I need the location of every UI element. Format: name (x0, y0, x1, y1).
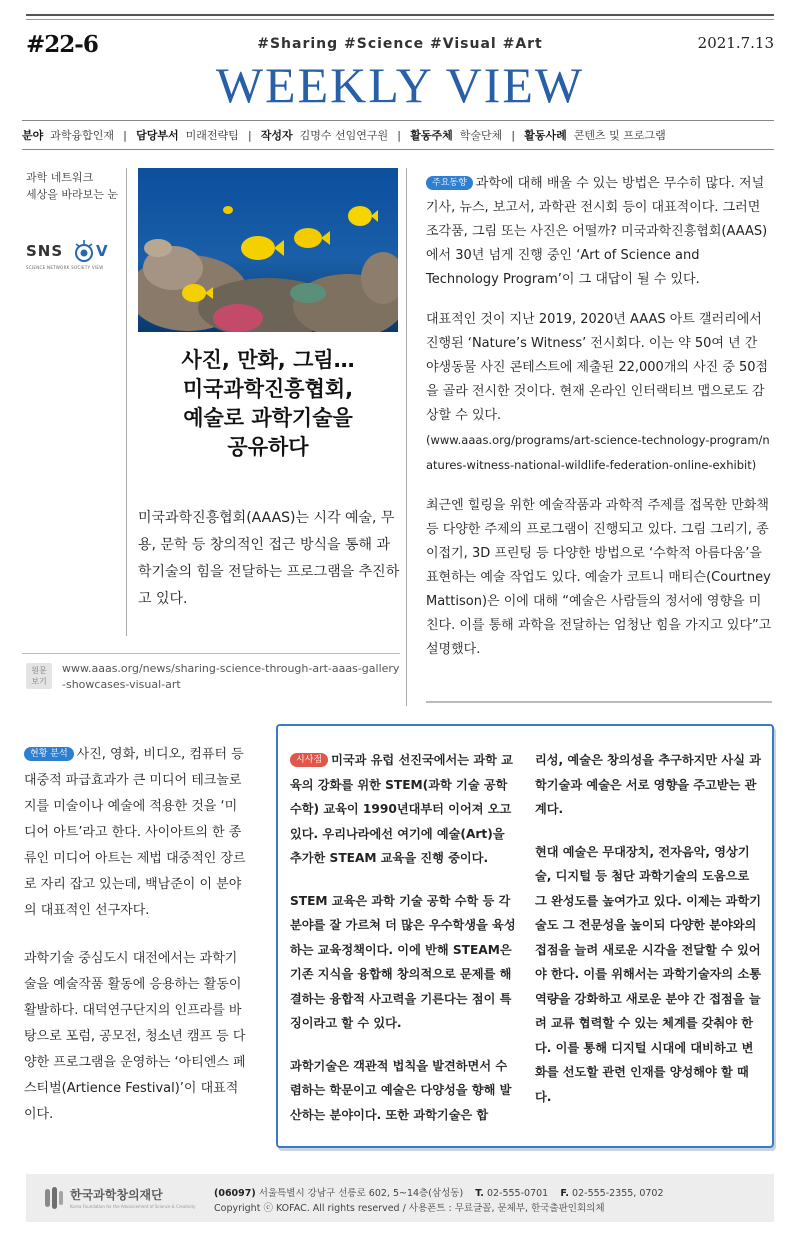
trends-column (426, 172, 772, 678)
meta-value-actor: 학술단체 (459, 129, 503, 142)
headline-line-2: 미국과학진흥협회, (182, 377, 354, 401)
article-headline (138, 346, 398, 462)
footer-fax: 02-555-2355, 0702 (572, 1188, 664, 1199)
headline-line-1: 사진, 만화, 그림… (181, 348, 355, 372)
analysis-paragraph-2: 과학기술 중심도시 대전에서는 과학기술을 예술작품 활동에 응용하는 활동이 활발하다. 대덕연구단지의 인프라를 바탕으로 포럼, 공모전, 청소년 캠프 등 다양한 프로그램을 운영하는 ‘아티엔스 페스티벌(Artience Festival)’이 대표적이다. (24, 951, 246, 1122)
column-divider-left (126, 168, 127, 636)
footer-org-name: 한국과학창의재단 (70, 1188, 163, 1202)
meta-separator: | (123, 128, 128, 142)
meta-label-author: 작성자 (260, 129, 293, 142)
top-rule (26, 14, 774, 16)
meta-value-field: 과학융합인재 (50, 129, 115, 142)
meta-rule-top (22, 120, 774, 121)
top-rule-thin (26, 19, 774, 20)
analysis-badge: 현황 분석 (24, 747, 74, 761)
meta-label-case: 활동사례 (524, 129, 567, 142)
tagline-line-2: 세상을 바라보는 눈 (26, 188, 119, 201)
column-divider-middle (406, 168, 407, 706)
meta-value-author: 김명수 선임연구원 (299, 129, 389, 142)
article-lead: 미국과학진흥협회(AAAS)는 시각 예술, 무용, 문학 등 창의적인 접근 방식을 통해 과학기술의 힘을 전달하는 프로그램을 추진하고 있다. (138, 510, 400, 607)
source-rule (22, 653, 400, 654)
source-badge-line-2: 보기 (31, 677, 47, 686)
trends-text-1: 과학에 대해 배울 수 있는 방법은 무수히 많다. 저널 기사, 뉴스, 보고서, 과학관 전시회 등이 대표적이다. 그러면 조각품, 그림 또는 사진은 어떨까? 미국과학진흥협회(AAAS)에서 30년 넘게 진행 중인 ‘Art of Science and Technology Program’이 그 대답이 될 수 있다. (426, 176, 768, 287)
implication-column-2 (535, 748, 761, 1127)
meta-label-dept: 담당부서 (136, 129, 179, 142)
source-link[interactable]: www.aaas.org/news/sharing-science-through-art-aaas-gallery-showcases-visual-art (62, 662, 400, 691)
sns-view-logo (26, 236, 116, 276)
coral-reef-photo (138, 168, 398, 332)
source-badge-line-1: 원문 (31, 666, 47, 675)
analysis-text-1: 사진, 영화, 비디오, 컴퓨터 등 대중적 파급효과가 큰 미디어 테크놀로지를 미술이나 예술에 적용한 것을 ‘미디어 아트’라고 한다. 사이아트의 한 종류인 미디어 아트는 제법 대중적인 장르로 자리 잡고 있는데, 백남준이 이 분야의 대표적인 선구자다. (24, 747, 246, 918)
masthead-title: WEEKLY VIEW (215, 57, 585, 113)
coral-reef-illustration (138, 168, 398, 332)
trends-paragraph-1 (426, 172, 772, 292)
issue-date: 2021.7.13 (697, 34, 774, 52)
analysis-column (24, 742, 246, 1150)
implication-paragraph-2: STEM 교육은 과학 기술 공학 수학 등 각 분야를 잘 가르쳐 더 많은 우수학생을 육성하는 교육정책이다. 이에 반해 STEAM은 기존 지식을 융합해 창의적으로 문제를 해결하는 융합적 사고력을 기른다는 점이 특징이라고 할 수 있다. (290, 893, 516, 1030)
tagline-line-1: 과학 네트워크 (26, 171, 94, 184)
meta-separator: | (511, 128, 516, 142)
implication-badge: 시사점 (290, 753, 328, 767)
meta-rule-bottom (22, 149, 774, 150)
trends-badge: 주요동향 (426, 176, 473, 190)
eye-icon (72, 238, 96, 264)
implication-text-1: 미국과 유럽 선진국에서는 과학 교육의 강화를 위한 STEM(과학 기술 공학 수학) 교육이 1990년대부터 이어져 오고 있다. 우리나라에선 여기에 예술(Art)을 추가한 STEAM 교육을 진행 중이다. (290, 753, 513, 865)
implication-paragraph-5: 현대 예술은 무대장치, 전자음악, 영상기술, 디지털 등 첨단 과학기술의 도움으로 그 완성도를 높여가고 있다. 이제는 과학기술도 그 전문성을 높이되 다양한 분야와의 접점을 늘려 새로운 시각을 전달할 수 있어야 한다. 이를 위해서는 과학기술자의 소통 역량을 강화하고 새로운 분야 간 접점을 늘려 교류 협력할 수 있는 체계를 갖춰야 한다. 이를 통해 디지털 시대에 대비하고 변화를 선도할 관련 인재를 양성해야 할 때다. (535, 844, 761, 1104)
kofac-logo-icon (44, 1187, 64, 1209)
analysis-paragraph-1 (24, 742, 246, 924)
meta-separator: | (397, 128, 402, 142)
hashtags: #Sharing #Science #Visual #Art (257, 36, 543, 52)
footer-contact (214, 1186, 664, 1216)
footer-address: 서울특별시 강남구 선릉로 602, 5~14층(삼성동) (258, 1188, 464, 1199)
footer-tel-label: T. (475, 1188, 484, 1199)
implication-paragraph-1 (290, 748, 516, 871)
meta-label-field: 분야 (22, 129, 44, 142)
implication-paragraph-4: 리성, 예술은 창의성을 추구하지만 사실 과학기술과 예술은 서로 영향을 주고받는 관계다. (535, 753, 761, 816)
footer (26, 1174, 774, 1222)
sidebar-tagline (26, 169, 130, 203)
implication-column-1 (290, 748, 516, 1145)
exhibit-link[interactable]: (www.aaas.org/programs/art-science-technology-program/natures-witness-national-wildlife-federation-online-exhibit) (426, 433, 770, 472)
footer-copyright: Copyright ⓒ KOFAC. All rights reserved / 사용폰트 : 무료글꼴, 문체부, 한국출판인회의체 (214, 1203, 605, 1214)
sns-logo-v: V (96, 242, 108, 260)
footer-tel: 02-555-0701 (486, 1188, 549, 1199)
trends-paragraph-3: 최근엔 힐링을 위한 예술작품과 과학적 주제를 접목한 만화책 등 다양한 주제의 프로그램이 진행되고 있다. 그림 그리기, 종이접기, 3D 프린팅 등 다양한 방법으로 ‘수학적 아름다움’을 표현하는 예술 작업도 있다. 예술가 코트니 매티슨(Courtney Mattison)은 이에 대해 “예술은 사람들의 정서에 영향을 미친다. 이를 통해 과학을 전달하는 엄청난 힘을 가지고 있다”고 설명했다. (426, 498, 772, 657)
footer-zip: (06097) (214, 1188, 256, 1199)
headline-line-3: 예술로 과학기술을 (183, 406, 353, 430)
meta-label-actor: 활동주체 (410, 129, 453, 142)
sns-logo-subtitle: SCIENCE NETWORK SOCIETY VIEW (26, 265, 104, 270)
issue-number: #22-6 (26, 31, 98, 58)
trends-paragraph-2 (426, 308, 772, 478)
footer-address-line (214, 1186, 664, 1201)
trends-text-2: 대표적인 것이 지난 2019, 2020년 AAAS 아트 갤러리에서 진행된 ‘Nature’s Witness’ 전시회다. 이는 약 50여 년 간 야생동물 사진 콘테스트에 제출된 22,000개의 사진 중 50점을 골라 전시한 것이다. 현재 온라인 인터랙티브 맵으로도 감상할 수 있다. (426, 312, 769, 423)
implication-paragraph-3: 과학기술은 객관적 법칙을 발견하면서 수렴하는 학문이고 예술은 다양성을 향해 발산하는 분야이다. 또한 과학기술은 합 (290, 1058, 512, 1122)
meta-value-dept: 미래전략팀 (185, 129, 239, 142)
meta-bar (22, 127, 774, 143)
headline-line-4: 공유하다 (227, 435, 309, 459)
footer-fax-label: F. (560, 1188, 570, 1199)
meta-separator: | (247, 128, 252, 142)
meta-value-case: 콘텐츠 및 프로그램 (573, 129, 666, 142)
trends-rule (426, 701, 772, 703)
footer-org-subtitle: Korea Foundation for the Advancement of Science & Creativity (70, 1204, 196, 1209)
source-badge (26, 663, 52, 689)
sns-logo-text: SNS (26, 242, 64, 260)
